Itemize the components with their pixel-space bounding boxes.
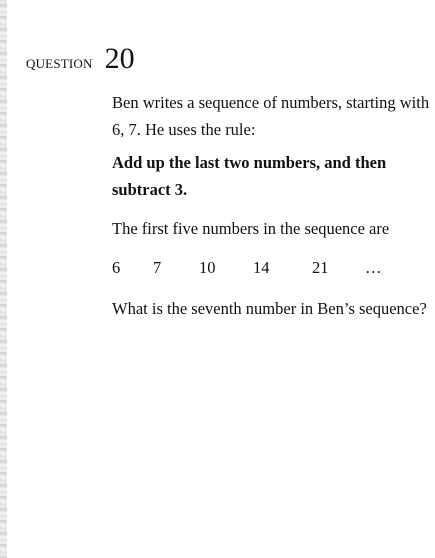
sequence-term: 21 — [312, 258, 329, 277]
sequence-ellipsis: … — [365, 258, 382, 277]
lead-in-text: The first five numbers in the sequence are — [112, 219, 390, 238]
sequence-term: 7 — [153, 258, 162, 277]
sequence-term: 14 — [253, 258, 270, 277]
intro-text: Ben writes a sequence of numbers, starting with 6, 7. He uses the rule: — [112, 93, 430, 139]
sequence-term: 6 — [112, 258, 121, 277]
sequence-row — [0, 258, 435, 284]
prompt-text: What is the seventh number in Ben’s sequence? — [112, 299, 427, 318]
sequence-term: 10 — [199, 258, 216, 277]
question-label: QUESTION — [26, 56, 93, 71]
question-header — [26, 42, 135, 76]
rule-text: Add up the last two numbers, and then subtract 3. — [112, 153, 387, 199]
question-number: 20 — [104, 42, 135, 75]
